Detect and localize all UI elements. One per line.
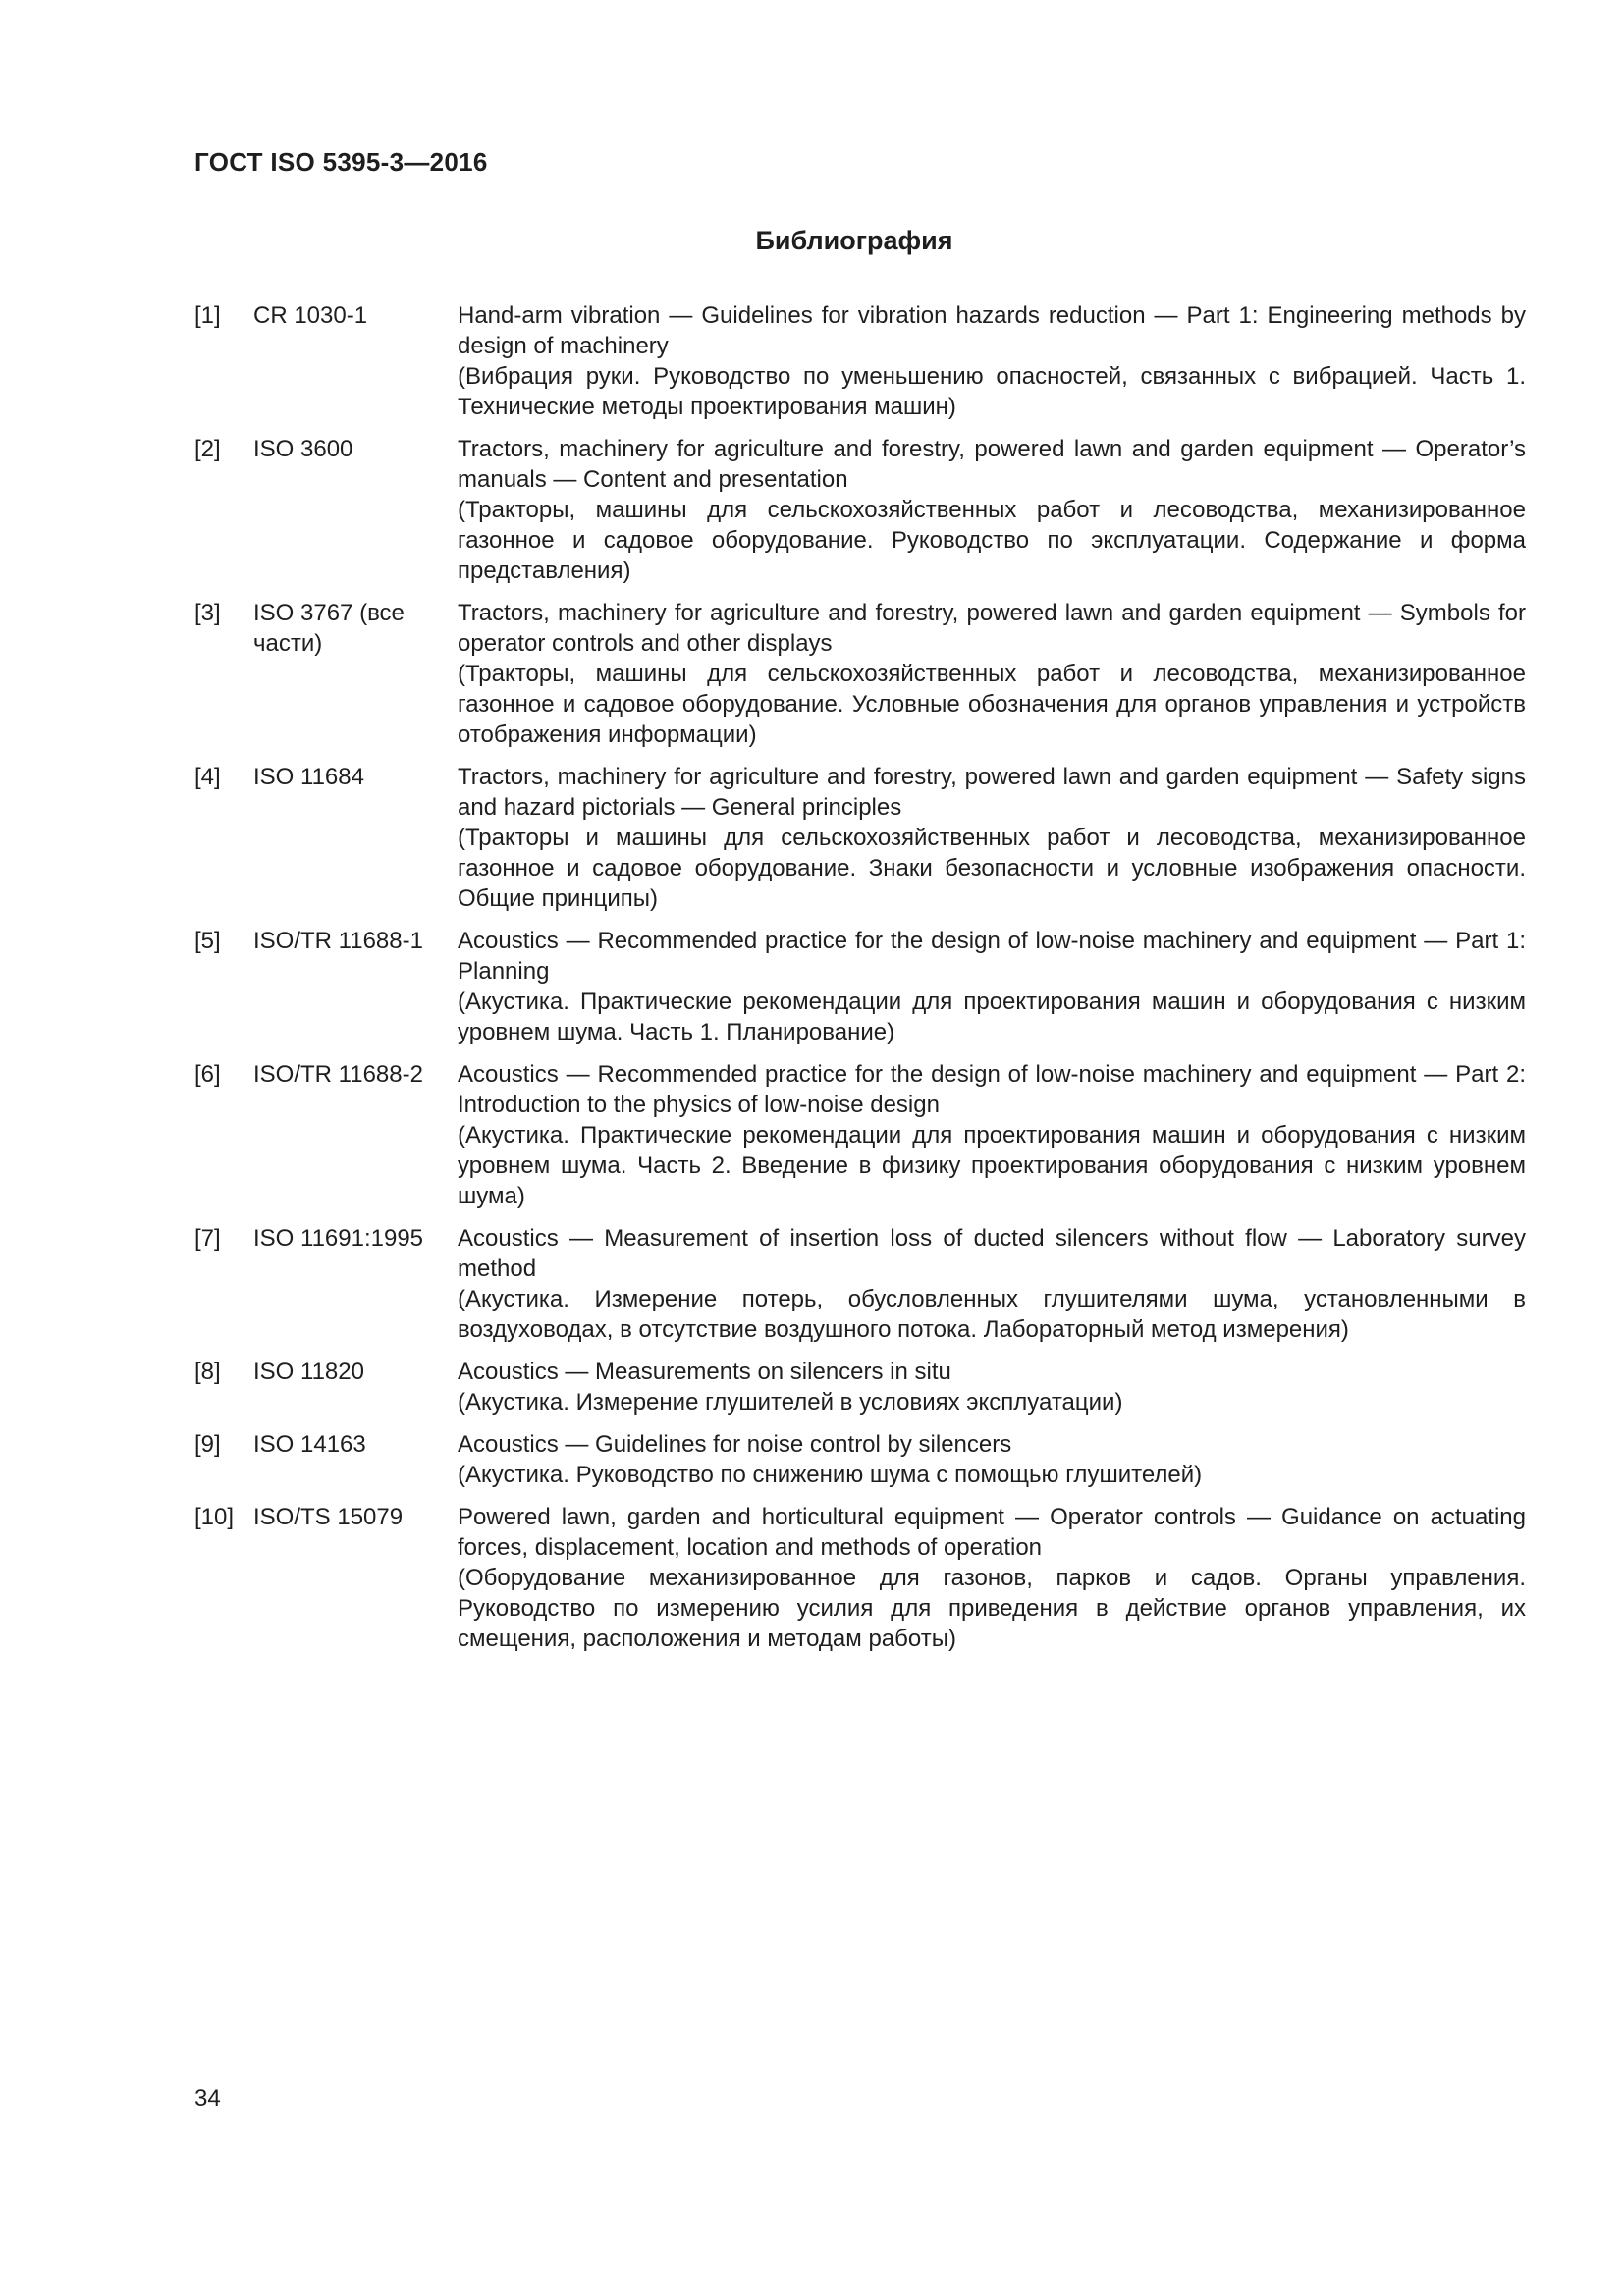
reference-item — [194, 1357, 1526, 1417]
reference-description — [458, 1059, 1526, 1211]
reference-number: [9] — [194, 1431, 221, 1458]
reference-item — [194, 1223, 1526, 1345]
reference-title-en: Acoustics — Measurements on silencers in situ — [458, 1359, 951, 1385]
reference-item — [194, 762, 1526, 914]
reference-title-en: Acoustics — Recommended practice for the design of low-noise machinery and equipment — Part 1: Planning — [458, 928, 1526, 985]
reference-description — [458, 1502, 1526, 1654]
reference-code: ISO/TR 11688-2 — [253, 1061, 423, 1088]
reference-code: ISO 3767 (все части) — [253, 600, 405, 657]
reference-description — [458, 1429, 1526, 1490]
reference-item — [194, 598, 1526, 750]
reference-title-en: Hand-arm vibration — Guidelines for vibration hazards reduction — Part 1: Engineering methods by design of machinery — [458, 302, 1526, 359]
reference-code: ISO 11691:1995 — [253, 1225, 424, 1252]
reference-description — [458, 1357, 1526, 1417]
reference-title-ru: (Тракторы, машины для сельскохозяйственных работ и лесоводства, механизированное газонное и садовое оборудование. Руководство по эксплуатации. Содержание и форма представления) — [458, 497, 1526, 584]
reference-item — [194, 1059, 1526, 1211]
reference-number: [7] — [194, 1225, 221, 1252]
reference-title-ru: (Акустика. Измерение глушителей в условиях эксплуатации) — [458, 1389, 1123, 1415]
reference-code: ISO 14163 — [253, 1431, 366, 1458]
reference-title-en: Powered lawn, garden and horticultural equipment — Operator controls — Guidance on actuating forces, displacement, location and methods of operation — [458, 1504, 1526, 1561]
reference-number: [10] — [194, 1504, 235, 1530]
reference-item — [194, 300, 1526, 422]
reference-title-en: Acoustics — Measurement of insertion loss of ducted silencers without flow — Laboratory survey method — [458, 1225, 1526, 1282]
reference-title-en: Tractors, machinery for agriculture and forestry, powered lawn and garden equipment — Symbols for operator controls and other displays — [458, 600, 1526, 657]
reference-code: ISO/TR 11688-1 — [253, 928, 423, 954]
reference-title-ru: (Акустика. Практические рекомендации для проектирования машин и оборудования с низким уровнем шума. Часть 2. Введение в физику проектирования оборудования с низким уровнем шума) — [458, 1122, 1526, 1209]
reference-title-ru: (Тракторы и машины для сельскохозяйственных работ и лесоводства, механизированное газонное и садовое оборудование. Знаки безопасности и условные изображения опасности. Общие принципы) — [458, 825, 1526, 912]
reference-number: [1] — [194, 302, 221, 329]
reference-title-en: Acoustics — Guidelines for noise control by silencers — [458, 1431, 1012, 1458]
reference-title-ru: (Вибрация руки. Руководство по уменьшению опасностей, связанных с вибрацией. Часть 1. Технические методы проектирования машин) — [458, 363, 1526, 420]
reference-number: [5] — [194, 928, 221, 954]
reference-item — [194, 1429, 1526, 1490]
reference-title-ru: (Акустика. Практические рекомендации для проектирования машин и оборудования с низким уровнем шума. Часть 1. Планирование) — [458, 988, 1526, 1045]
reference-item — [194, 1502, 1526, 1654]
reference-description — [458, 926, 1526, 1047]
standard-code-header: ГОСТ ISO 5395-3—2016 — [194, 147, 488, 177]
page-number: 34 — [194, 2085, 221, 2111]
reference-item — [194, 926, 1526, 1047]
reference-title-ru: (Оборудование механизированное для газонов, парков и садов. Органы управления. Руководство по измерению усилия для приведения в действие органов управления, их смещения, расположения и методам работы) — [458, 1565, 1526, 1652]
reference-code: ISO 11684 — [253, 764, 364, 790]
bibliography-title: Библиография — [755, 226, 953, 255]
reference-description — [458, 1223, 1526, 1345]
reference-number: [3] — [194, 600, 221, 626]
reference-number: [6] — [194, 1061, 221, 1088]
reference-title-en: Tractors, machinery for agriculture and forestry, powered lawn and garden equipment — Safety signs and hazard pictorials — General principles — [458, 764, 1526, 821]
reference-code: ISO 3600 — [253, 436, 353, 462]
reference-title-ru: (Тракторы, машины для сельскохозяйственных работ и лесоводства, механизированное газонное и садовое оборудование. Условные обозначения для органов управления и устройств отображения информации) — [458, 661, 1526, 748]
reference-list — [194, 300, 1526, 1666]
reference-title-en: Acoustics — Recommended practice for the design of low-noise machinery and equipment — Part 2: Introduction to the physics of low-noise design — [458, 1061, 1526, 1118]
reference-description — [458, 434, 1526, 586]
reference-item — [194, 434, 1526, 586]
reference-number: [4] — [194, 764, 221, 790]
reference-title-en: Tractors, machinery for agriculture and forestry, powered lawn and garden equipment — Operator’s manuals — Content and presentation — [458, 436, 1526, 493]
reference-title-ru: (Акустика. Измерение потерь, обусловленных глушителями шума, установленными в воздуховодах, в отсутствие воздушного потока. Лабораторный метод измерения) — [458, 1286, 1526, 1343]
reference-description — [458, 598, 1526, 750]
reference-number: [8] — [194, 1359, 221, 1385]
reference-title-ru: (Акустика. Руководство по снижению шума с помощью глушителей) — [458, 1462, 1203, 1488]
reference-description — [458, 762, 1526, 914]
reference-code: ISO 11820 — [253, 1359, 364, 1385]
reference-number: [2] — [194, 436, 221, 462]
reference-code: ISO/TS 15079 — [253, 1504, 404, 1530]
reference-description — [458, 300, 1526, 422]
reference-code: CR 1030-1 — [253, 302, 368, 329]
